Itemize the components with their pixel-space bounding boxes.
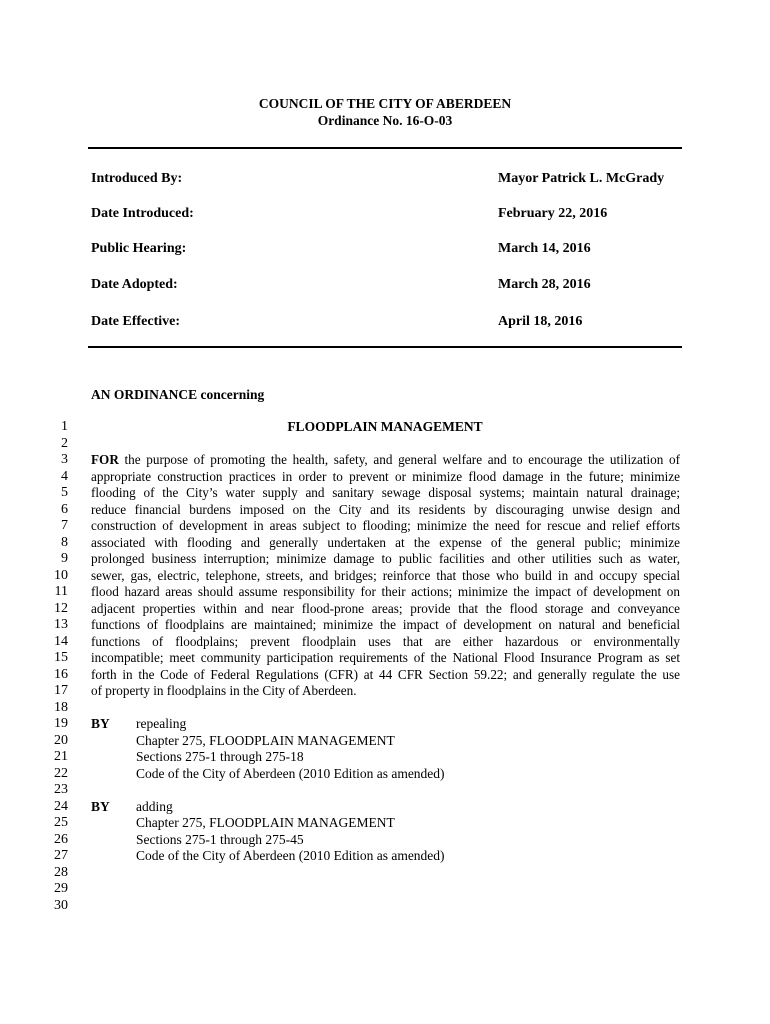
purpose-line: appropriate construction practices in order to prevent or minimize flood damage in the future; minimize xyxy=(91,468,680,484)
purpose-line: of property in floodplains in the City of Aberdeen. xyxy=(91,683,357,698)
line-number: 3 xyxy=(61,452,68,467)
purpose-line: flood hazard areas should assume responsibility for their actions; minimize the impact of development on xyxy=(91,584,680,599)
by-chapter: Chapter 275, FLOODPLAIN MANAGEMENT xyxy=(136,732,395,748)
by-chapter: Chapter 275, FLOODPLAIN MANAGEMENT xyxy=(136,815,395,830)
line-number: 13 xyxy=(54,617,68,632)
line-number: 14 xyxy=(54,633,68,649)
line-number: 22 xyxy=(54,765,68,781)
ordinance-intro: AN ORDINANCE concerning xyxy=(91,387,265,402)
by-action: adding xyxy=(136,798,173,814)
purpose-line: reduce financial burdens imposed on the City and its residents by discouraging unwise design and xyxy=(91,501,680,517)
purpose-line: functions of floodplains are maintained; minimize the impact of development on natural and beneficial xyxy=(91,617,680,632)
line-number: 12 xyxy=(54,600,68,616)
by-sections: Sections 275-1 through 275-18 xyxy=(136,749,304,764)
purpose-line xyxy=(91,452,680,469)
line-number: 27 xyxy=(54,848,68,863)
date-adopted-label: Date Adopted: xyxy=(91,277,178,292)
by-adding-label: BY xyxy=(91,798,110,814)
purpose-line: forth in the Code of Federal Regulations (CFR) at 44 CFR Section 59.22; and generally regulate the use xyxy=(91,666,680,682)
purpose-line: incompatible; meet community participation requirements of the National Flood Insurance Program as set xyxy=(91,650,680,665)
purpose-line: functions of floodplains; prevent floodplain uses that are either hazardous or environmentally xyxy=(91,633,680,649)
purpose-first-line: the purpose of promoting the health, safety, and general welfare and to encourage the utilization of xyxy=(118,452,680,467)
introduced-by-value: Mayor Patrick L. McGrady xyxy=(498,171,665,186)
by-repealing-label: BY xyxy=(91,716,110,731)
purpose-line: associated with flooding and generally undertaken at the expense of the general public; minimize xyxy=(91,534,680,550)
purpose-line: adjacent properties within and near flood-prone areas; provide that the flood storage and conveyance xyxy=(91,600,680,616)
line-number: 24 xyxy=(54,798,68,814)
line-number: 23 xyxy=(54,782,68,797)
line-number: 5 xyxy=(61,485,68,500)
top-divider xyxy=(88,147,682,149)
line-number: 16 xyxy=(54,666,68,682)
line-number: 30 xyxy=(54,897,68,913)
line-number: 18 xyxy=(54,699,68,715)
line-number: 26 xyxy=(54,831,68,847)
by-sections: Sections 275-1 through 275-45 xyxy=(136,831,304,847)
line-number: 20 xyxy=(54,732,68,748)
introduced-by-label: Introduced By: xyxy=(91,171,183,186)
by-action: repealing xyxy=(136,716,187,731)
line-number: 7 xyxy=(61,518,68,533)
line-number: 21 xyxy=(54,749,68,764)
date-introduced-value: February 22, 2016 xyxy=(498,206,608,221)
line-number: 9 xyxy=(61,551,68,566)
line-number: 19 xyxy=(54,716,68,731)
public-hearing-value: March 14, 2016 xyxy=(498,241,591,256)
public-hearing-label: Public Hearing: xyxy=(91,241,187,256)
line-number: 28 xyxy=(54,864,68,880)
line-number: 1 xyxy=(61,419,68,434)
line-number: 6 xyxy=(61,501,68,517)
council-title: COUNCIL OF THE CITY OF ABERDEEN xyxy=(258,96,512,111)
line-number: 10 xyxy=(54,567,68,583)
line-number: 4 xyxy=(61,468,68,484)
by-code: Code of the City of Aberdeen (2010 Edition as amended) xyxy=(136,765,445,781)
bottom-divider xyxy=(88,346,682,348)
date-introduced-label: Date Introduced: xyxy=(91,206,194,221)
ordinance-number: Ordinance No. 16-O-03 xyxy=(317,113,453,128)
line-number: 11 xyxy=(54,584,68,599)
line-number: 8 xyxy=(61,534,68,550)
line-number: 25 xyxy=(54,815,68,830)
line-number: 15 xyxy=(54,650,68,665)
date-effective-label: Date Effective: xyxy=(91,314,181,329)
purpose-line: flooding of the City’s water supply and sanitary sewage disposal systems; maintain natural drainage; xyxy=(91,485,680,500)
line-number: 29 xyxy=(54,881,68,896)
line-number: 17 xyxy=(54,683,68,698)
date-adopted-value: March 28, 2016 xyxy=(498,277,591,292)
line-number: 2 xyxy=(61,435,68,451)
ordinance-subject: FLOODPLAIN MANAGEMENT xyxy=(287,419,483,434)
by-code: Code of the City of Aberdeen (2010 Edition as amended) xyxy=(136,848,445,863)
purpose-line: construction of development in areas subject to flooding; minimize the need for rescue and relief efforts xyxy=(91,518,680,533)
purpose-line: sewer, gas, electric, telephone, streets, and bridges; reinforce that those who build in and occupy special xyxy=(91,567,680,583)
date-effective-value: April 18, 2016 xyxy=(498,314,583,329)
purpose-lead: FOR xyxy=(91,452,119,467)
purpose-line: prolonged business interruption; minimize damage to public facilities and other utilities such as water, xyxy=(91,551,680,566)
